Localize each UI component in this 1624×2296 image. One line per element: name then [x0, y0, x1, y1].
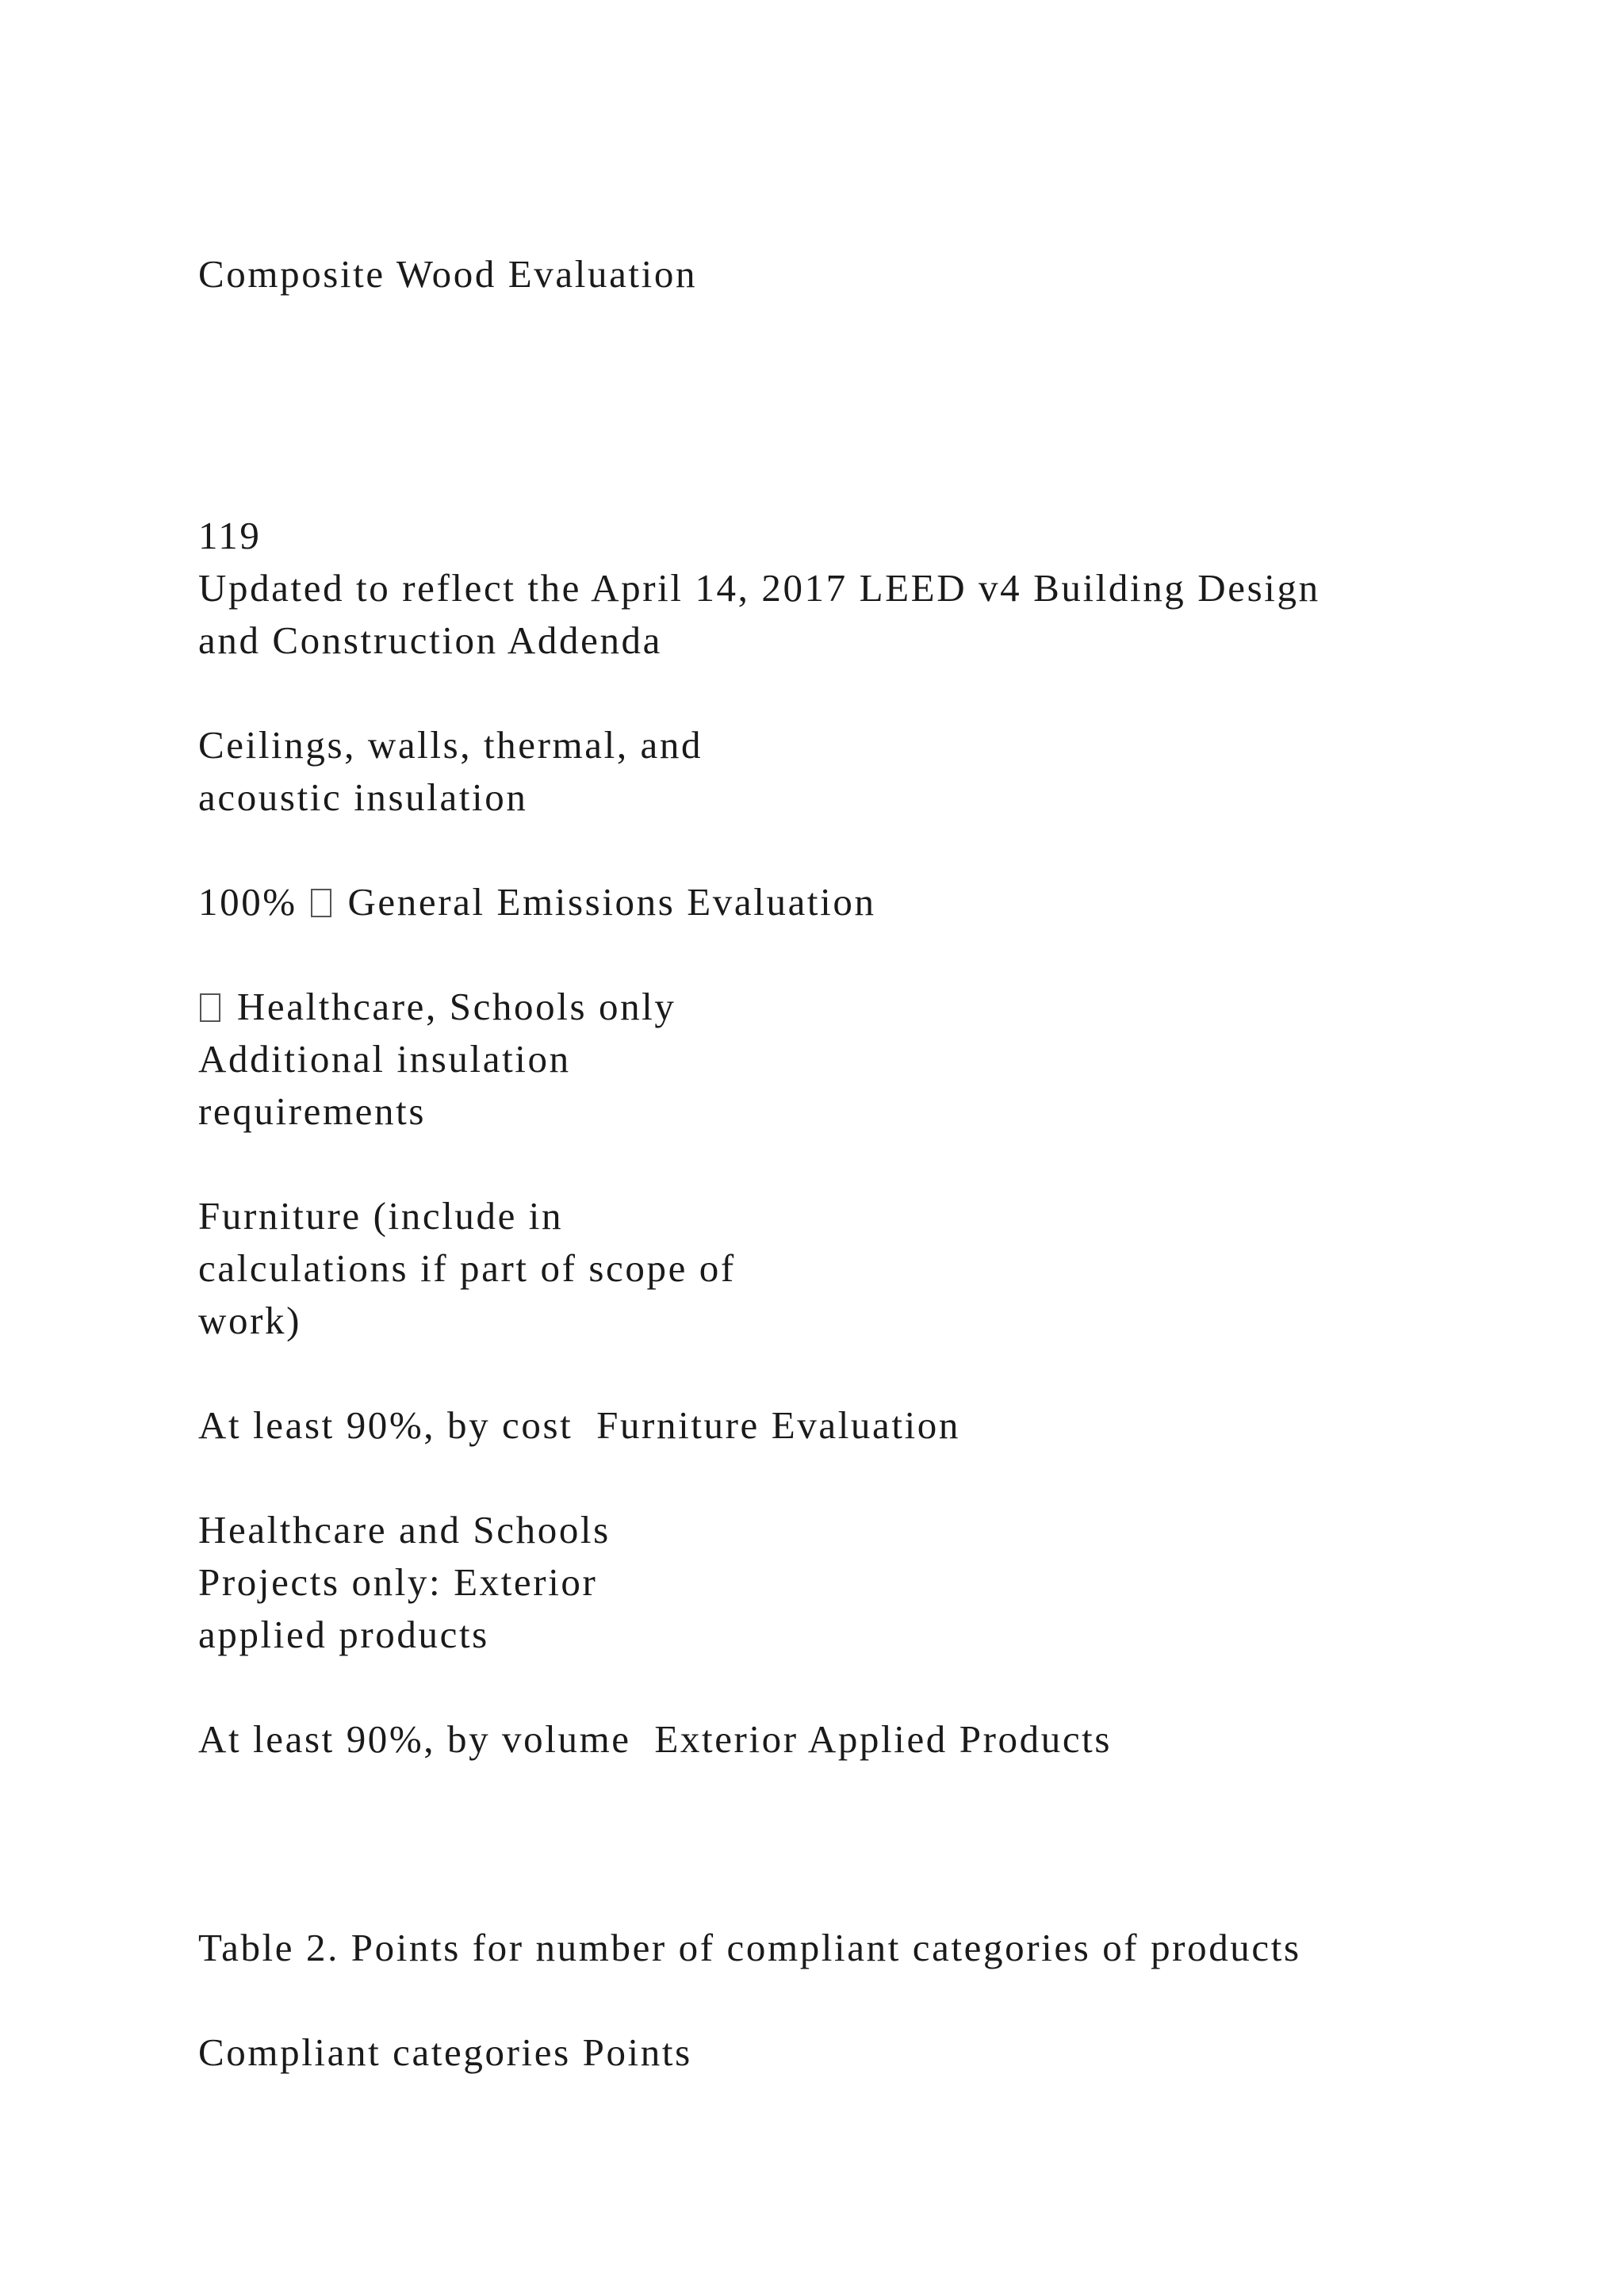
table-header-row [198, 2026, 692, 2079]
ceilings-evaluation: General Emissions Evaluation [347, 880, 876, 924]
page-number: 119 [198, 514, 262, 557]
exterior-category-line-2: Projects only: Exterior [198, 1560, 598, 1604]
exterior-threshold: At least 90%, by volume [198, 1717, 631, 1761]
ceilings-category-line-1: Ceilings, walls, thermal, and [198, 723, 703, 767]
missing-glyph-icon [311, 889, 331, 917]
furniture-requirement-row [198, 1399, 960, 1452]
exterior-requirement-row [198, 1713, 1112, 1766]
insulation-note-row [198, 981, 676, 1033]
update-note-line-2: and Construction Addenda [198, 618, 662, 662]
insulation-requirements-line-2: requirements [198, 1089, 426, 1133]
furniture-evaluation: Furniture Evaluation [596, 1403, 960, 1447]
exterior-category-line-3: applied products [198, 1613, 489, 1656]
section-heading: Composite Wood Evaluation [198, 252, 698, 296]
furniture-category-line-3: work) [198, 1299, 302, 1342]
table-header-points: Points [582, 2030, 692, 2074]
table-header-categories: Compliant categories [198, 2030, 571, 2074]
furniture-threshold: At least 90%, by cost [198, 1403, 573, 1447]
furniture-category-line-1: Furniture (include in [198, 1194, 564, 1238]
update-note-line-1: Updated to reflect the April 14, 2017 LEED v4 Building Design [198, 566, 1320, 610]
missing-glyph-icon [200, 993, 220, 1022]
ceilings-category-line-2: acoustic insulation [198, 775, 528, 819]
exterior-evaluation: Exterior Applied Products [654, 1717, 1113, 1761]
exterior-category-line-1: Healthcare and Schools [198, 1508, 611, 1552]
table-caption: Table 2. Points for number of compliant categories of products [198, 1926, 1301, 1969]
insulation-note: Healthcare, Schools only [236, 985, 676, 1028]
ceilings-threshold: 100% [198, 880, 297, 924]
insulation-requirements-line-1: Additional insulation [198, 1037, 571, 1081]
furniture-category-line-2: calculations if part of scope of [198, 1246, 736, 1290]
ceilings-requirement-row [198, 876, 876, 928]
